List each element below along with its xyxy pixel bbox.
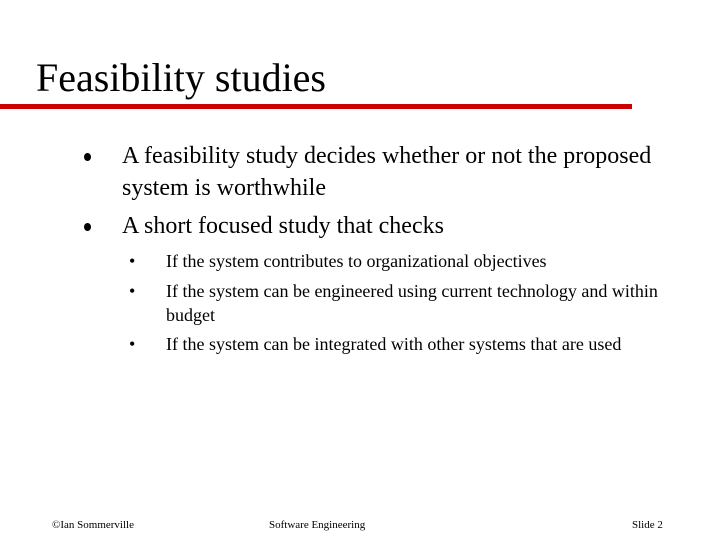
footer-author: ©Ian Sommerville [52,519,134,531]
sub-bullet-marker: • [129,334,136,354]
bullet-text: A feasibility study decides whether or not the proposed system is worthwhile [122,143,652,201]
sub-bullet-text: If the system can be integrated with other systems that are used [166,334,622,354]
sub-bullet-text: If the system can be engineered using current technology and within budget [166,281,658,325]
sub-bullet-text: If the system contributes to organizational objectives [166,251,547,271]
footer-slide-number: Slide 2 [632,519,663,531]
sub-bullet-marker: • [129,251,136,271]
bullet-dot [84,153,91,161]
slide-title: Feasibility studies [36,55,326,100]
title-underline [0,104,632,109]
footer-course: Software Engineering [269,519,366,531]
bullet-dot [84,223,91,231]
sub-bullet-marker: • [129,281,136,301]
bullet-text: A short focused study that checks [122,213,444,239]
